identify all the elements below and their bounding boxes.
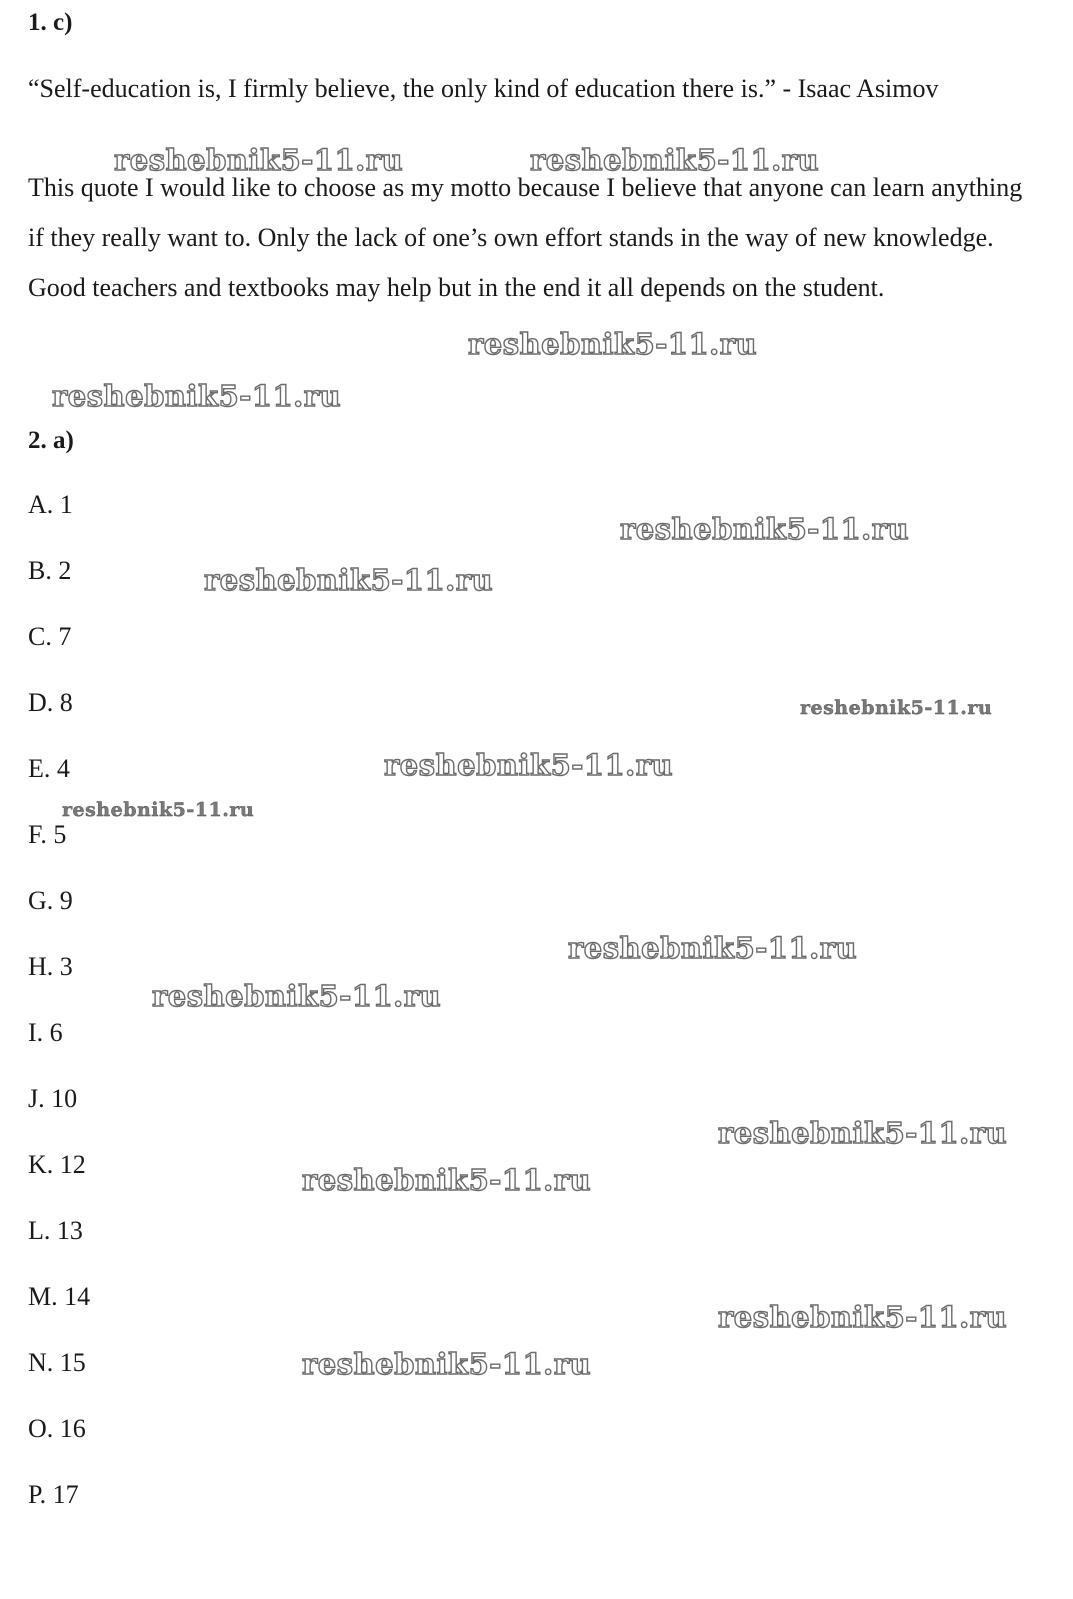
answer-item: N. 15 bbox=[28, 1348, 86, 1377]
watermark: reshebnik5-11.ru bbox=[302, 1347, 592, 1381]
watermark: reshebnik5-11.ru bbox=[800, 697, 993, 719]
watermark: reshebnik5-11.ru bbox=[302, 1163, 592, 1197]
answer-item: H. 3 bbox=[28, 952, 73, 981]
answer-item: A. 1 bbox=[28, 490, 73, 519]
watermark: reshebnik5-11.ru bbox=[620, 512, 910, 546]
answer-item: K. 12 bbox=[28, 1150, 86, 1179]
section-2-heading: 2. a) bbox=[28, 427, 74, 454]
watermark: reshebnik5-11.ru bbox=[718, 1300, 1008, 1334]
answer-item: G. 9 bbox=[28, 886, 73, 915]
answer-item: L. 13 bbox=[28, 1216, 83, 1245]
watermark: reshebnik5-11.ru bbox=[718, 1116, 1008, 1150]
answer-item: O. 16 bbox=[28, 1414, 86, 1443]
answer-item: F. 5 bbox=[28, 820, 67, 849]
motto-quote: “Self-education is, I firmly believe, the only kind of education there is.” - Isaac Asimov bbox=[28, 74, 939, 103]
watermark: reshebnik5-11.ru bbox=[114, 143, 404, 177]
watermark: reshebnik5-11.ru bbox=[530, 143, 820, 177]
watermark: reshebnik5-11.ru bbox=[468, 327, 758, 361]
watermark: reshebnik5-11.ru bbox=[62, 799, 255, 821]
answer-item: P. 17 bbox=[28, 1480, 79, 1509]
answer-item: C. 7 bbox=[28, 622, 72, 651]
watermark: reshebnik5-11.ru bbox=[384, 748, 674, 782]
watermark: reshebnik5-11.ru bbox=[152, 979, 442, 1013]
watermark: reshebnik5-11.ru bbox=[568, 931, 858, 965]
answer-item: M. 14 bbox=[28, 1282, 91, 1311]
answer-item: J. 10 bbox=[28, 1084, 78, 1113]
answer-item: E. 4 bbox=[28, 754, 70, 783]
watermark: reshebnik5-11.ru bbox=[204, 563, 494, 597]
motto-explanation: This quote I would like to choose as my motto because I believe that anyone can learn anything if they really want to. Only the lack of one’s own effort stands in the way of new knowledge. Good teachers and textbooks may help but in the end it all depends on the student. bbox=[28, 173, 1023, 302]
answer-item: B. 2 bbox=[28, 556, 72, 585]
section-1-heading: 1. c) bbox=[28, 9, 73, 36]
answer-item: D. 8 bbox=[28, 688, 73, 717]
watermark: reshebnik5-11.ru bbox=[52, 379, 342, 413]
answer-item: I. 6 bbox=[28, 1018, 63, 1047]
